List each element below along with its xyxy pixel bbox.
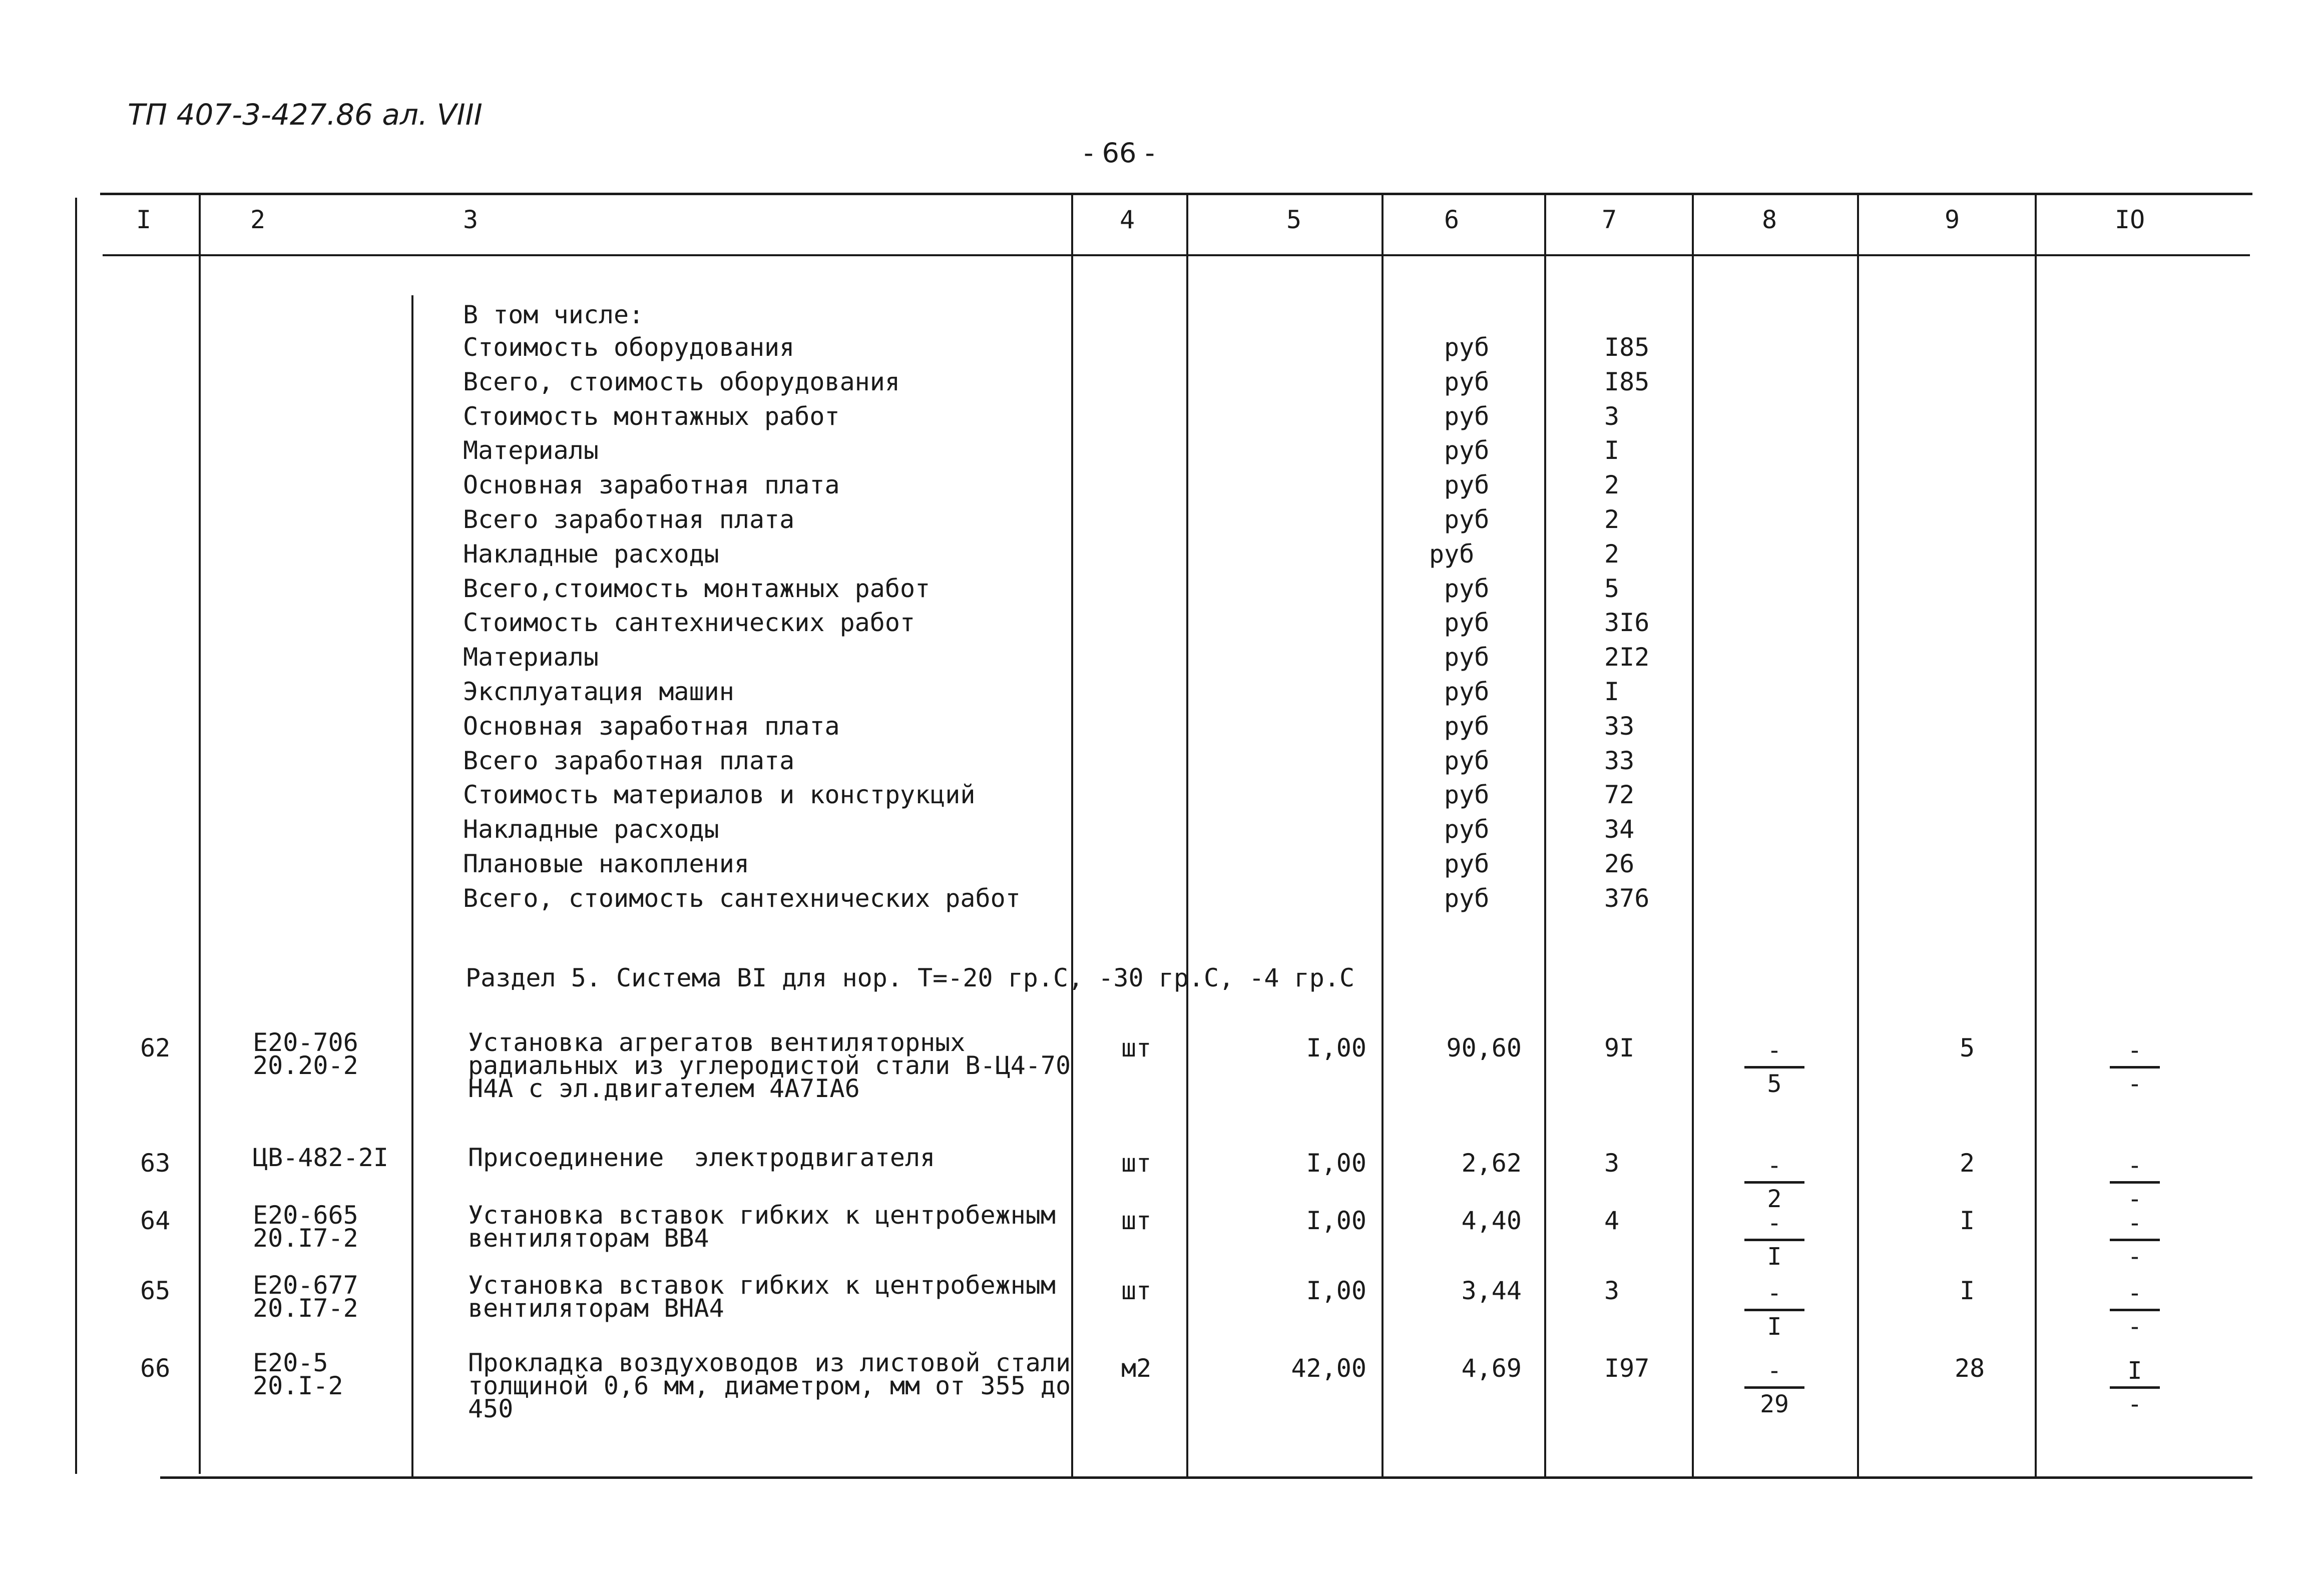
row-total: 3	[1604, 1276, 1620, 1305]
subtotal-value: I85	[1604, 333, 1650, 362]
document-code: ТП 407-3-427.86 ал. VIII	[128, 98, 483, 132]
column-10-fraction	[2110, 1279, 2160, 1341]
fraction-denominator: -	[2127, 1185, 2142, 1213]
fraction-bar	[1744, 1239, 1804, 1241]
subtotal-unit: руб	[1444, 883, 1490, 913]
subtotal-value: I	[1604, 677, 1620, 706]
col-divider-9	[2035, 195, 2037, 1476]
subtotal-value: 34	[1604, 815, 1635, 844]
subtotal-name: Накладные расходы	[463, 815, 719, 844]
subtotal-name: Стоимость сантехнических работ	[463, 608, 915, 638]
column-10-fraction	[2110, 1209, 2160, 1271]
col-divider-5	[1381, 195, 1383, 1476]
subtotal-unit: руб	[1444, 401, 1490, 431]
row-description: радиальных из углеродистой стали В-Ц4-70	[468, 1051, 1071, 1080]
subtotal-value: 3	[1604, 401, 1620, 431]
column-header: 8	[1762, 205, 1777, 234]
column-header: IO	[2115, 205, 2145, 234]
subtotal-name: Всего заработная плата	[463, 505, 795, 534]
row-unit: шт	[1121, 1206, 1152, 1235]
subtotal-unit: руб	[1444, 746, 1490, 775]
row-unit: шт	[1121, 1033, 1152, 1062]
fraction-numerator: -	[1767, 1036, 1782, 1065]
subtotal-unit: руб	[1444, 333, 1490, 362]
row-column-9: 5	[1960, 1033, 1975, 1062]
fraction-numerator: I	[2127, 1357, 2142, 1385]
row-unit: м2	[1121, 1354, 1152, 1383]
fraction-denominator: -	[2127, 1313, 2142, 1341]
subtotal-value: I	[1604, 436, 1620, 465]
page-number: - 66 -	[1084, 137, 1155, 169]
row-unit: шт	[1121, 1276, 1152, 1305]
fraction-denominator: -	[2127, 1390, 2142, 1418]
subtotal-value: 5	[1604, 574, 1620, 603]
subtotal-value: 376	[1604, 883, 1650, 913]
row-column-9: 28	[1955, 1354, 1985, 1383]
fraction-bar	[2110, 1239, 2160, 1241]
subtotal-name: Накладные расходы	[463, 539, 719, 569]
section-title: Раздел 5. Система BI для нор. Т=-20 гр.С, -30 гр.С, -4 гр.С	[466, 963, 1355, 992]
column-header: 4	[1120, 205, 1135, 234]
fraction-denominator: 2	[1767, 1185, 1782, 1213]
col-divider-3	[1071, 193, 1073, 1476]
subtotal-name: Всего, стоимость оборудования	[463, 367, 900, 396]
fraction-bar	[1744, 1309, 1804, 1311]
subtotal-value: 33	[1604, 711, 1635, 741]
row-description: Установка вставок гибких к центробежным	[468, 1271, 1056, 1300]
column-header: 6	[1444, 205, 1460, 234]
subtotal-value: 33	[1604, 746, 1635, 775]
row-unit-price: 90,60	[1446, 1033, 1522, 1062]
fraction-bar	[2110, 1066, 2160, 1069]
row-unit-price: 2,62	[1461, 1149, 1522, 1178]
fraction-numerator: -	[2127, 1279, 2142, 1307]
row-unit-price: 4,40	[1461, 1206, 1522, 1235]
fraction-bar	[2110, 1181, 2160, 1184]
column-8-fraction	[1744, 1209, 1804, 1271]
column-header: 3	[463, 205, 479, 234]
row-quantity: I,00	[1306, 1149, 1366, 1178]
row-column-9: 2	[1960, 1149, 1975, 1178]
col-divider-6	[1544, 195, 1546, 1476]
fraction-numerator: -	[1767, 1357, 1782, 1385]
fraction-numerator: -	[1767, 1209, 1782, 1237]
row-code: ЦВ-482-2I	[253, 1143, 388, 1172]
row-code: 20.I7-2	[253, 1224, 358, 1253]
subtotal-unit: руб	[1444, 711, 1490, 741]
subtotal-name: Всего,стоимость монтажных работ	[463, 574, 931, 603]
subtotal-value: 2	[1604, 539, 1620, 569]
table-bottom-rule	[160, 1476, 2252, 1479]
subtotal-value: 2	[1604, 505, 1620, 534]
row-description: Н4А с эл.двигателем 4А7IА6	[468, 1074, 860, 1103]
subtotal-value: I85	[1604, 367, 1650, 396]
subtotal-value: 72	[1604, 780, 1635, 810]
column-8-fraction	[1744, 1036, 1804, 1099]
subtotal-name: Эксплуатация машин	[463, 677, 734, 706]
subtotal-name: Материалы	[463, 643, 599, 672]
row-total: 9I	[1604, 1033, 1635, 1062]
column-10-fraction	[2110, 1356, 2160, 1419]
subtotal-name: Материалы	[463, 436, 599, 465]
row-column-9: I	[1960, 1276, 1975, 1305]
subtotal-name: Стоимость оборудования	[463, 333, 795, 362]
subtotal-value: 3I6	[1604, 608, 1650, 638]
row-quantity: I,00	[1306, 1206, 1366, 1235]
row-description: вентиляторам ВНА4	[468, 1294, 724, 1323]
row-number: 65	[140, 1276, 171, 1305]
col-divider-7	[1692, 195, 1694, 1476]
subtotal-value: 26	[1604, 849, 1635, 878]
fraction-bar	[2110, 1386, 2160, 1389]
row-number: 64	[140, 1206, 171, 1235]
subtotal-name: Всего, стоимость сантехнических работ	[463, 883, 1021, 913]
fraction-denominator: 5	[1767, 1070, 1782, 1098]
row-quantity: I,00	[1306, 1033, 1366, 1062]
subtotal-unit: руб	[1444, 505, 1490, 534]
row-code: Е20-665	[253, 1201, 358, 1230]
subtotal-name: Плановые накопления	[463, 849, 749, 878]
column-header: 2	[250, 205, 266, 234]
row-code: 20.I-2	[253, 1371, 343, 1400]
subtotal-value: 2	[1604, 470, 1620, 500]
subtotal-unit: руб	[1444, 574, 1490, 603]
column-10-fraction	[2110, 1036, 2160, 1099]
header-bottom-rule	[103, 254, 2250, 256]
row-quantity: I,00	[1306, 1276, 1366, 1305]
fraction-denominator: 29	[1760, 1390, 1789, 1418]
fraction-denominator: -	[2127, 1070, 2142, 1098]
subtotal-name: Стоимость материалов и конструкций	[463, 780, 976, 810]
row-unit-price: 3,44	[1461, 1276, 1522, 1305]
fraction-numerator: -	[2127, 1152, 2142, 1180]
fraction-bar	[2110, 1309, 2160, 1311]
row-total: 3	[1604, 1149, 1620, 1178]
subtotals-heading: В том числе:	[463, 300, 644, 329]
fraction-numerator: -	[2127, 1036, 2142, 1065]
column-header: 7	[1602, 205, 1617, 234]
table-top-rule	[100, 193, 2252, 195]
fraction-numerator: -	[2127, 1209, 2142, 1237]
row-description: Установка вставок гибких к центробежным	[468, 1201, 1056, 1230]
fraction-bar	[1744, 1181, 1804, 1184]
row-description: толщиной 0,6 мм, диаметром, мм от 355 до	[468, 1371, 1071, 1400]
row-quantity: 42,00	[1291, 1354, 1366, 1383]
row-code: 20.I7-2	[253, 1294, 358, 1323]
subtotal-unit: руб	[1444, 470, 1490, 500]
row-code: Е20-706	[253, 1028, 358, 1057]
column-8-fraction	[1744, 1151, 1804, 1214]
subtotal-unit: руб	[1444, 677, 1490, 706]
column-header: 5	[1286, 205, 1302, 234]
row-description: Прокладка воздуховодов из листовой стали	[468, 1348, 1071, 1377]
fraction-numerator: -	[1767, 1152, 1782, 1180]
fraction-denominator: -	[2127, 1243, 2142, 1271]
fraction-denominator: I	[1767, 1313, 1782, 1341]
subtotal-name: Стоимость монтажных работ	[463, 401, 840, 431]
row-code: Е20-5	[253, 1348, 328, 1377]
col-divider-2	[411, 295, 413, 1476]
subtotal-name: Основная заработная плата	[463, 711, 840, 741]
fraction-bar	[1744, 1066, 1804, 1069]
col-divider-8	[1857, 195, 1859, 1476]
subtotal-name: Основная заработная плата	[463, 470, 840, 500]
fraction-numerator: -	[1767, 1279, 1782, 1307]
row-description: Установка агрегатов вентиляторных	[468, 1028, 966, 1057]
col-divider-4	[1186, 195, 1188, 1476]
row-description: 450	[468, 1394, 514, 1423]
col-divider-left	[75, 198, 77, 1474]
subtotal-unit: руб	[1444, 849, 1490, 878]
row-total: 4	[1604, 1206, 1620, 1235]
row-description: вентиляторам ВВ4	[468, 1224, 709, 1253]
subtotal-unit: руб	[1444, 436, 1490, 465]
row-unit-price: 4,69	[1461, 1354, 1522, 1383]
column-header: I	[136, 205, 152, 234]
row-description: Присоединение электродвигателя	[468, 1143, 936, 1172]
row-code: 20.20-2	[253, 1051, 358, 1080]
subtotal-value: 2I2	[1604, 643, 1650, 672]
subtotal-unit: руб	[1444, 367, 1490, 396]
subtotal-unit: руб	[1444, 815, 1490, 844]
subtotal-unit: руб	[1444, 780, 1490, 810]
fraction-denominator: I	[1767, 1243, 1782, 1271]
row-code: Е20-677	[253, 1271, 358, 1300]
row-number: 62	[140, 1033, 171, 1062]
column-header: 9	[1945, 205, 1960, 234]
subtotal-unit: руб	[1429, 539, 1475, 569]
row-column-9: I	[1960, 1206, 1975, 1235]
row-number: 63	[140, 1149, 171, 1178]
column-8-fraction	[1744, 1279, 1804, 1341]
row-total: I97	[1604, 1354, 1650, 1383]
column-10-fraction	[2110, 1151, 2160, 1214]
col-divider-1	[199, 195, 201, 1474]
column-8-fraction	[1744, 1356, 1804, 1419]
subtotal-unit: руб	[1444, 643, 1490, 672]
row-number: 66	[140, 1354, 171, 1383]
row-unit: шт	[1121, 1149, 1152, 1178]
fraction-bar	[1744, 1386, 1804, 1389]
subtotal-name: Всего заработная плата	[463, 746, 795, 775]
subtotal-unit: руб	[1444, 608, 1490, 638]
